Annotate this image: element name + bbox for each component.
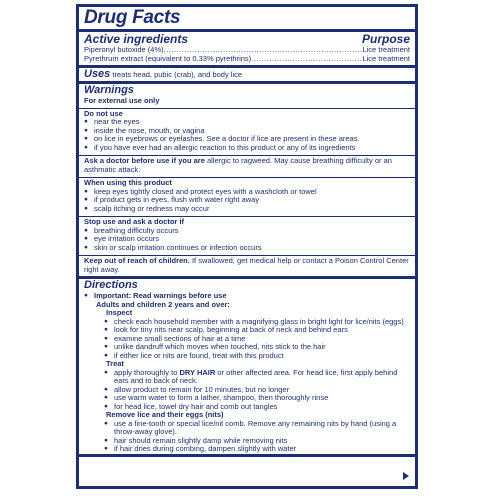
list-item: ● on lice in eyebrows or eyelashes. See a doctor if lice are present in these areas.: [84, 135, 410, 144]
do-not-use-block: [79, 108, 415, 154]
list-item: ● look for tiny nits near scalp, beginning at back of neck and behind ears: [104, 326, 410, 335]
when-using-heading: When using this product: [84, 178, 172, 187]
active-ingredients-header: [79, 29, 415, 46]
keep-out-bold: Keep out of reach of children.: [84, 256, 190, 265]
ask-doctor-body: allergic to ragweed. May cause breathing difficulty or an asthmatic attack.: [84, 156, 392, 174]
directions-list: [84, 292, 410, 301]
list-item: ● check each household member with a magnifying glass in bright light for lice/nits (eggs): [104, 318, 410, 327]
uses-line: [84, 68, 410, 81]
important-text: Important: Read warnings before use: [94, 291, 227, 300]
ingredient-row: [84, 55, 410, 64]
list-item: ● skin or scalp irritation continues or infection occurs: [84, 244, 410, 253]
ask-doctor-block: [79, 155, 415, 175]
stop-use-heading: Stop use and ask a doctor if: [84, 217, 185, 226]
list-item: ● for head lice, towel dry hair and comb out tangles: [104, 403, 410, 412]
uses-section: [79, 65, 415, 84]
list-item: ● use warm water to form a lather, shampoo, then thoroughly rinse: [104, 394, 410, 403]
header-section: [79, 7, 415, 65]
ask-doctor-bold: Ask a doctor before use if you are: [84, 156, 205, 165]
list-item: [104, 369, 410, 386]
inspect-list: [84, 318, 410, 361]
leader-dots: [251, 55, 362, 64]
ingredient-purpose: Lice treatment: [362, 46, 410, 54]
keep-out-text: [84, 257, 410, 274]
list-item: ● examine small sections of hair at a time: [104, 335, 410, 344]
list-item: ● keep eyes tightly closed and protect eyes with a washcloth or towel: [84, 188, 410, 197]
do-not-use-heading: Do not use: [84, 108, 123, 118]
remove-heading: Remove lice and their eggs (nits): [106, 410, 224, 419]
directions-section: [79, 279, 415, 457]
uses-text: treats head, pubic (crab), and body lice: [112, 70, 243, 79]
directions-heading: Directions: [84, 279, 138, 291]
adults-heading: Adults and children 2 years and over:: [96, 299, 230, 309]
stop-use-block: [79, 216, 415, 253]
ingredient-name: Piperonyl butoxide (4%): [84, 46, 164, 54]
active-ingredients-heading: Active ingredients: [84, 32, 189, 46]
page-title: Drug Facts: [84, 7, 181, 28]
list-item: ● allow product to remain for 10 minutes, but no longer: [104, 386, 410, 395]
when-using-block: [79, 177, 415, 214]
keep-out-block: [79, 255, 415, 276]
list-item: ● eye irritation occurs: [84, 235, 410, 244]
inspect-heading: Inspect: [106, 308, 133, 317]
treat-heading: Treat: [106, 359, 124, 368]
list-item: ● hair should remain slightly damp while removing nits: [104, 437, 410, 446]
leader-dots: [164, 46, 363, 55]
list-item: ● if either lice or nits are found, treat with this product: [104, 352, 410, 361]
list-item: ● if hair dries during combing, dampen slightly with water: [104, 445, 410, 454]
warnings-heading: Warnings: [84, 84, 134, 96]
warnings-section: [79, 84, 415, 279]
treat-first-post: or other affected area. For head lice, first apply behind ears and to back of neck.: [114, 367, 398, 385]
external-use-note: For external use only: [84, 96, 160, 105]
treat-first-pre: apply thoroughly to: [114, 367, 180, 377]
do-not-use-list: [84, 118, 410, 152]
important-item: [84, 292, 410, 301]
ingredient-purpose: Lice treatment: [362, 54, 410, 63]
remove-list: [84, 420, 410, 454]
ingredient-name: Pyrethrum extract (equivalent to 0.33% pyrethrins): [84, 54, 252, 63]
drug-facts-panel: [76, 4, 418, 489]
stop-use-list: [84, 227, 410, 253]
uses-heading: Uses: [84, 68, 111, 80]
list-item: ● if you have ever had an allergic reaction to this product or any of its ingredients: [84, 144, 410, 153]
ingredient-row: [84, 46, 410, 55]
treat-first-bold: DRY HAIR: [179, 367, 216, 377]
list-item: ● near the eyes: [84, 118, 410, 127]
ask-doctor-text: [84, 157, 410, 174]
treat-list: [84, 369, 410, 412]
list-item: ● breathing difficulty occurs: [84, 227, 410, 236]
keep-out-body: If swallowed, get medical help or contact a Poison Control Center right away.: [84, 256, 409, 274]
list-item: ● scalp itching or redness may occur: [84, 205, 410, 214]
list-item: ● use a fine-tooth or special lice/nit comb. Remove any remaining nits by hand (using a throw-away glove).: [104, 420, 410, 437]
list-item: ● unlike dandruff which moves when touched, nits stick to the hair: [104, 343, 410, 352]
purpose-heading: Purpose: [361, 32, 410, 46]
list-item: ● inside the nose, mouth, or vagina: [84, 127, 410, 136]
active-ingredients-list: [84, 46, 410, 65]
when-using-list: [84, 188, 410, 214]
list-item: ● if product gets in eyes, flush with water right away: [84, 196, 410, 205]
continue-arrow-icon: [403, 472, 409, 480]
